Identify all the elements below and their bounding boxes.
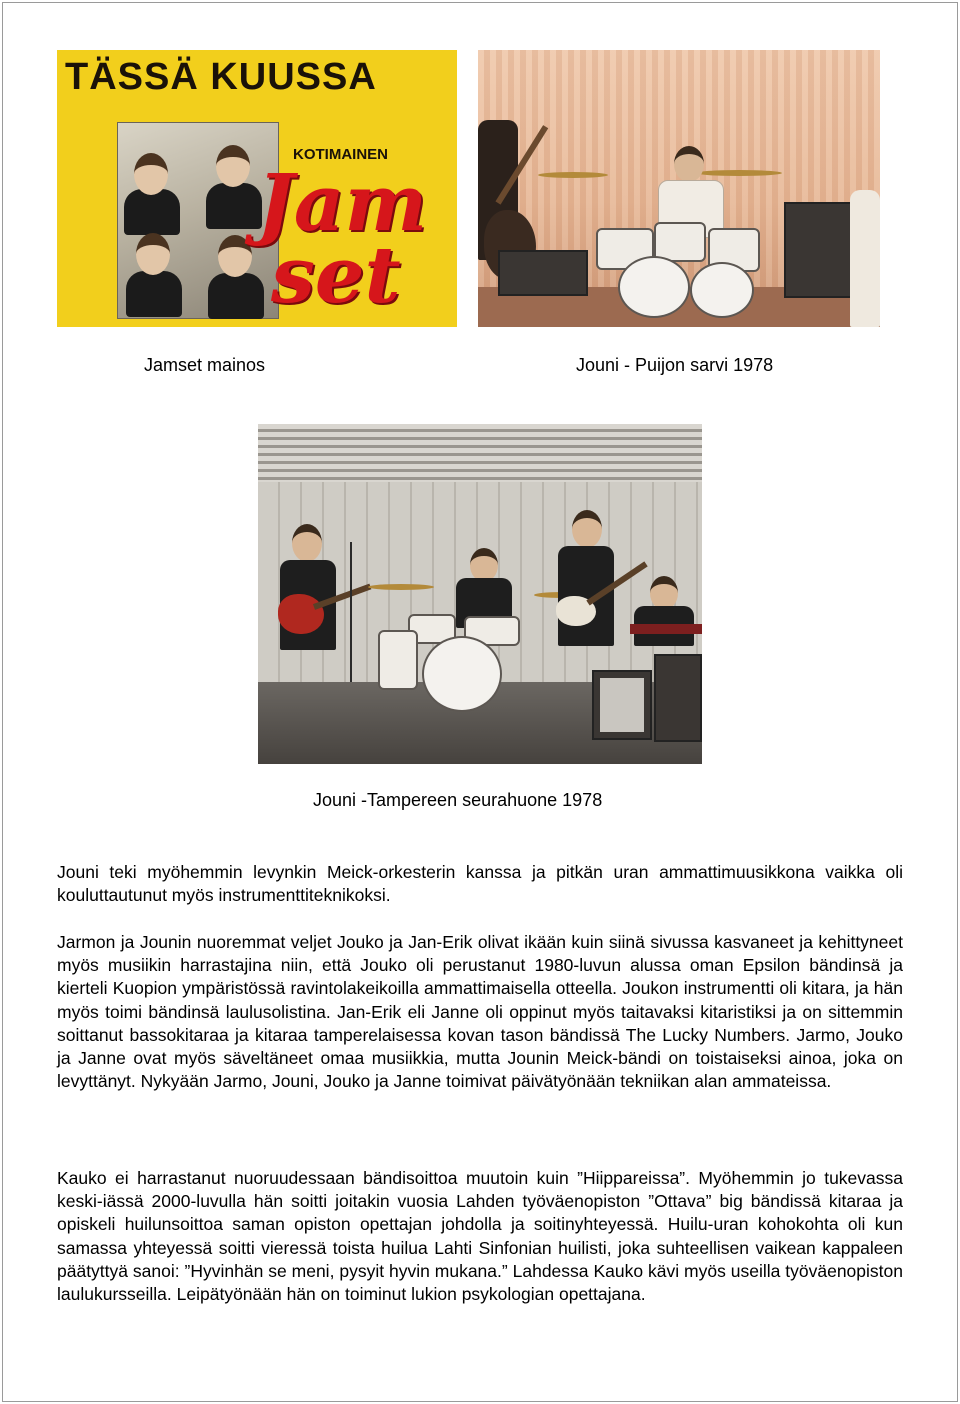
- paragraph-kauko: Kauko ei harrastanut nuoruudessaan bändisoittoa muutoin kuin ”Hiippareissa”. Myöhemmin jo tukevassa keski-iässä 2000-luvulla hän soitti joitakin vuosia Lahden työväenopiston ”Ottava” big bändissä kitaraa ja opiskeli huilunsoittoa saman opiston opettajan johdolla ja soitinyhteyessä. Huilu-uran kohokohta oli kun samassa yhteyessä soitti vieressä toista huilua Lahti Sinfonian huilisti, joka suhteellisen vaikean kappaleen päätyttyä sanoi: ”Hyvinhän se meni, pysyit hyvin mukana.” Lahdessa Kauko kävi myös useilla työväenopiston laulukursseilla. Leipätyönään hän on toiminut lukion psykologian opettajana.: [57, 1168, 903, 1305]
- drummer-photo: [478, 50, 880, 327]
- logo-line-2: set: [271, 229, 401, 321]
- band-portrait: [117, 122, 279, 319]
- caption-drums: Jouni - Puijon sarvi 1978: [576, 355, 774, 375]
- paragraph-brothers: Jarmon ja Jounin nuoremmat veljet Jouko ja Jan-Erik olivat ikään kuin siinä sivussa kasvaneet ja kehittyneet myös musiikin harrastajina niin, että Jouko oli perustanut 1980-luvun alussa oman Epsilon bändinsä ja kierteli Kuopion ympäristössä ravintolakeikoilla ammattimaisella otteella. Joukon instrumentti oli kitara, ja hän myös toimi bändinsä laulusolistina. Jan-Erik eli Janne oli oppinut myös taitavaksi kitaristiksi ja on sittemmin soittanut bassokitaraa ja kitaraa tamperelaisessa kovan tason bändissä The Lucky Numbers. Jarmo, Jouko ja Janne ovat myös säveltäneet omaa musiikkia, mutta Jounin Meick-bändi on toistaiseksi ainoa, joka on levyttänyt. Nykyään Jarmo, Jouni, Jouko ja Janne toimivat päivätyönään tekniikan alan ammateissa.: [57, 932, 903, 1092]
- jamset-logo: [257, 158, 427, 321]
- jamset-advert-photo: [57, 50, 457, 327]
- caption-stage: Jouni -Tampereen seurahuone 1978: [313, 790, 603, 810]
- caption-advert: Jamset mainos: [144, 355, 266, 375]
- logo-line-1: Jam: [257, 158, 427, 249]
- paragraph-jouni-career: Jouni teki myöhemmin levynkin Meick-orkesterin kanssa ja pitkän uran ammattimuusikkona vaikka oli kouluttautunut myös instrumenttiteknikoksi.: [57, 862, 903, 906]
- band-on-stage-photo: [258, 424, 702, 764]
- advert-headline: TÄSSÄ KUUSSA: [65, 56, 377, 98]
- advert-subtitle: KOTIMAINEN: [293, 146, 388, 163]
